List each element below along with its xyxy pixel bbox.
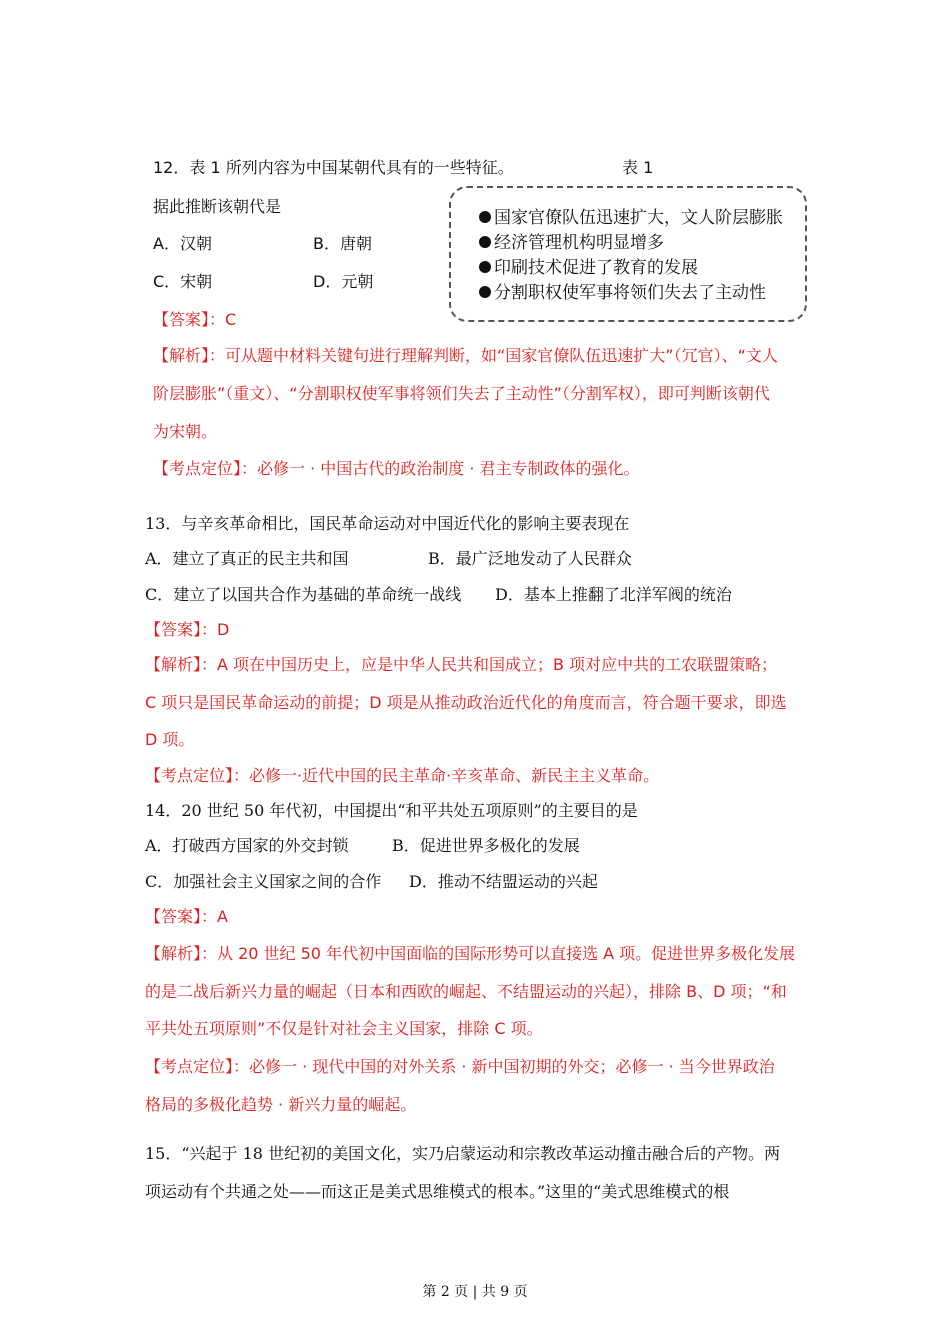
- q14-option-c: C．加强社会主义国家之间的合作: [145, 872, 382, 891]
- q12-option-d: D．元朝: [313, 272, 374, 291]
- q12-analysis-line: 为宋朝。: [153, 422, 218, 441]
- q12-option-a: A．汉朝: [153, 234, 212, 253]
- q12-option-b: B．唐朝: [313, 234, 372, 253]
- q13-option-a: A．建立了真正的民主共和国: [145, 549, 349, 568]
- bullet-icon: [479, 211, 491, 223]
- q12-stem-2: 据此推断该朝代是: [153, 197, 282, 216]
- q12-analysis-line: 阶层膨胀”（重文）、“分割职权使军事将领们失去了主动性”（分割军权），即可判断该朝代: [153, 384, 770, 403]
- q14-analysis-line: 的是二战后新兴力量的崛起（日本和西欧的崛起、不结盟运动的兴起），排除 B、D 项；“和: [145, 982, 787, 1001]
- q12-stem: 12．表 1 所列内容为中国某朝代具有的一些特征。: [153, 158, 514, 177]
- q14-option-b: B．促进世界多极化的发展: [392, 836, 580, 855]
- q13-option-d: D．基本上推翻了北洋军阀的统治: [495, 585, 732, 604]
- q13-analysis-line: C 项只是国民革命运动的前提；D 项是从推动政治近代化的角度而言，符合题干要求，即选: [145, 693, 787, 712]
- q13-analysis-line: D 项。: [145, 730, 195, 749]
- q12-answer: 【答案】：C: [153, 310, 237, 329]
- q15-stem-line: 15．“兴起于 18 世纪初的美国文化，实乃启蒙运动和宗教改革运动撞击融合后的产物。两: [145, 1144, 781, 1163]
- q14-stem: 14．20 世纪 50 年代初，中国提出“和平共处五项原则”的主要目的是: [145, 801, 638, 820]
- q13-location: 【考点定位】：必修一·近代中国的民主革命·辛亥革命、新民主主义革命。: [145, 766, 660, 785]
- bullet-icon: [479, 236, 491, 248]
- q12-table-item: 分割职权使军事将领们失去了主动性: [479, 282, 766, 304]
- q14-analysis-line: 平共处五项原则”不仅是针对社会主义国家，排除 C 项。: [145, 1019, 543, 1038]
- q14-location-line: 格局的多极化趋势 · 新兴力量的崛起。: [145, 1095, 417, 1114]
- q12-table-label: 表 1: [622, 158, 654, 177]
- q12-table-item: 印刷技术促进了教育的发展: [479, 257, 698, 279]
- bullet-icon: [479, 286, 491, 298]
- q12-feature-table: [449, 186, 807, 322]
- q13-answer: 【答案】：D: [145, 620, 230, 639]
- page-footer: 第 2 页 | 共 9 页: [422, 1284, 528, 1300]
- bullet-icon: [479, 261, 491, 273]
- q12-table-item: 经济管理机构明显增多: [479, 232, 664, 254]
- q14-location-line: 【考点定位】：必修一 · 现代中国的对外关系 · 新中国初期的外交；必修一 · 当今世界政治: [145, 1057, 775, 1076]
- q14-answer: 【答案】：A: [145, 907, 228, 926]
- q14-analysis-line: 【解析】：从 20 世纪 50 年代初中国面临的国际形势可以直接选 A 项。促进世界多极化发展: [145, 944, 796, 963]
- q12-option-c: C．宋朝: [153, 272, 213, 291]
- q13-option-c: C．建立了以国共合作为基础的革命统一战线: [145, 585, 462, 604]
- q12-location: 【考点定位】：必修一 · 中国古代的政治制度 · 君主专制政体的强化。: [153, 459, 640, 478]
- q12-table-item: 国家官僚队伍迅速扩大，文人阶层膨胀: [479, 207, 783, 229]
- q13-option-b: B．最广泛地发动了人民群众: [428, 549, 632, 568]
- q14-option-d: D．推动不结盟运动的兴起: [409, 872, 598, 891]
- q14-option-a: A．打破西方国家的外交封锁: [145, 836, 349, 855]
- q13-stem: 13．与辛亥革命相比，国民革命运动对中国近代化的影响主要表现在: [145, 514, 630, 533]
- q13-analysis-line: 【解析】：A 项在中国历史上，应是中华人民共和国成立；B 项对应中共的工农联盟策略；: [145, 655, 778, 674]
- q15-stem-line: 项运动有个共通之处——而这正是美式思维模式的根本。”这里的“美式思维模式的根: [145, 1182, 730, 1201]
- q12-analysis-line: 【解析】：可从题中材料关键句进行理解判断，如“国家官僚队伍迅速扩大”（冗官）、“文人: [153, 346, 778, 365]
